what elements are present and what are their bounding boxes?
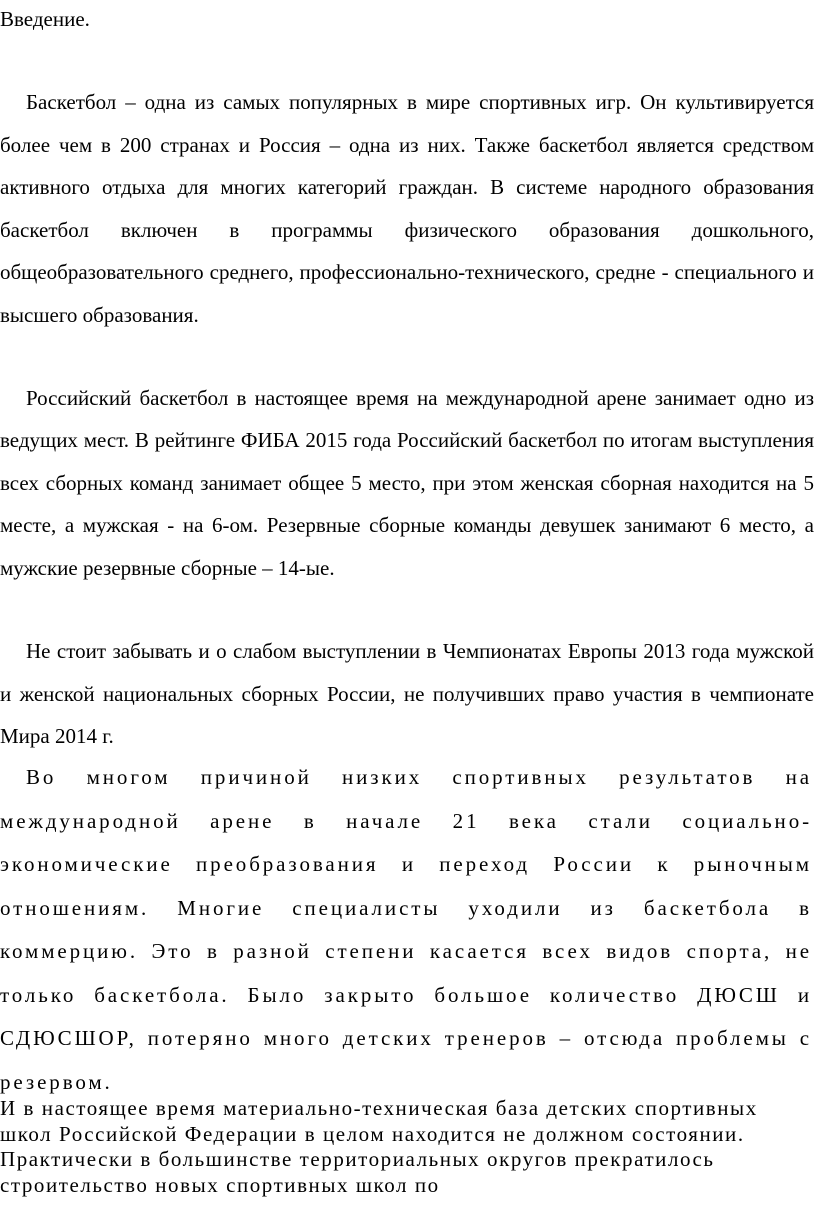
paragraph-intro-basketball: Баскетбол – одна из самых популярных в мире спортивных игр. Он культивируется более чем в 200 странах и Россия – одна из них. Также баскетбол является средством активного отдыха для многих категорий граждан. В системе народного образования баскетбол включен в программы физического образования дошкольного, общеобразовательного среднего, профессионально-технического, средне - специального и высшего образования. [0, 90, 814, 327]
document-heading: Введение. [0, 7, 90, 31]
paragraph-causes-of-decline: Во многом причиной низких спортивных результатов на международной арене в начале 21 века стали социально-экономические преобразования и переход России к рыночным отношениям. Многие специалисты уходили из баскетбола в коммерцию. Это в разной степени касается всех видов спорта, не только баскетбола. Было закрыто большое количество ДЮСШ и СДЮСШОР, потеряно много детских тренеров – отсюда проблемы с резервом. [0, 765, 812, 1094]
paragraph-russian-basketball-ranking: Российский баскетбол в настоящее время на международной арене занимает одно из ведущих мест. В рейтинге ФИБА 2015 года Российский баскетбол по итогам выступления всех сборных команд занимает общее 5 место, при этом женская сборная находится на 5 месте, а мужская - на 6-ом. Резервные сборные команды девушек занимают 6 место, а мужские резервные сборные – 14-ые. [0, 386, 814, 580]
paragraph-material-base: И в настоящее время материально-техническая база детских спортивных школ Российской Федерации в целом находится не должном состоянии. Практически в большинстве территориальных округов прекратилось строительство новых спортивных школ по [0, 1096, 758, 1198]
paragraph-european-championships: Не стоит забывать и о слабом выступлении в Чемпионатах Европы 2013 года мужской и женской национальных сборных России, не получивших право участия в чемпионате Мира 2014 г. [0, 639, 814, 748]
